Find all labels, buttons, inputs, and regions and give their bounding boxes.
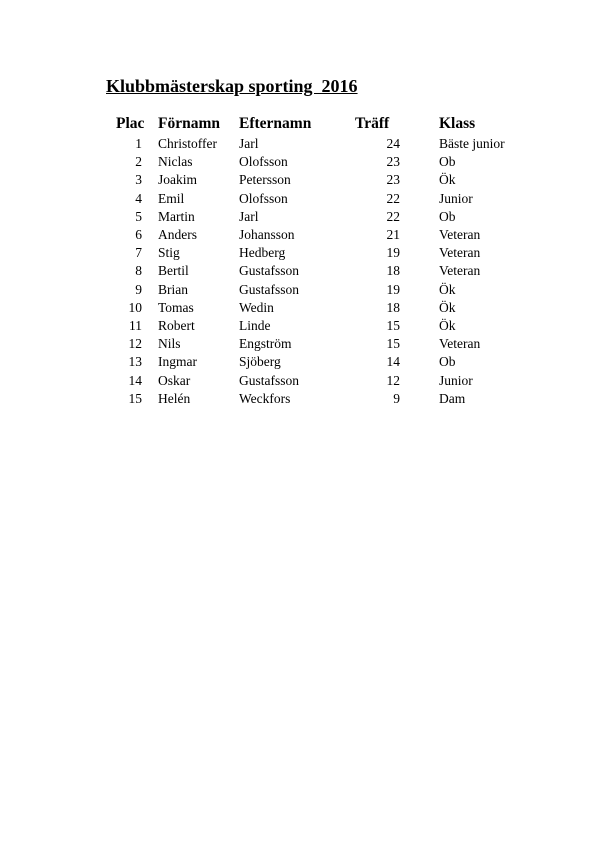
cell-efternamn: Hedberg bbox=[239, 245, 286, 260]
cell-traff: 15 bbox=[386, 336, 400, 351]
cell-fornamn: Nils bbox=[158, 336, 181, 351]
cell-traff: 9 bbox=[393, 391, 400, 406]
cell-klass: Veteran bbox=[439, 227, 481, 242]
cell-fornamn: Tomas bbox=[158, 300, 194, 315]
cell-fornamn: Helén bbox=[158, 391, 191, 406]
cell-klass: Ök bbox=[439, 318, 456, 333]
cell-klass: Ök bbox=[439, 282, 456, 297]
cell-plac: 8 bbox=[135, 263, 142, 278]
cell-efternamn: Gustafsson bbox=[239, 263, 299, 278]
cell-efternamn: Engström bbox=[239, 336, 292, 351]
cell-efternamn: Wedin bbox=[239, 300, 274, 315]
cell-klass: Ob bbox=[439, 354, 456, 369]
cell-klass: Junior bbox=[439, 191, 473, 206]
cell-traff: 22 bbox=[386, 209, 400, 224]
cell-efternamn: Jarl bbox=[239, 136, 259, 151]
cell-efternamn: Gustafsson bbox=[239, 282, 299, 297]
cell-plac: 4 bbox=[135, 191, 142, 206]
cell-efternamn: Weckfors bbox=[239, 391, 291, 406]
cell-fornamn: Anders bbox=[158, 227, 197, 242]
cell-plac: 12 bbox=[128, 336, 142, 351]
cell-fornamn: Niclas bbox=[158, 154, 193, 169]
page-title: Klubbmästerskap sporting 2016 bbox=[106, 76, 358, 96]
cell-traff: 15 bbox=[386, 318, 400, 333]
cell-fornamn: Ingmar bbox=[158, 354, 197, 369]
cell-traff: 23 bbox=[386, 154, 400, 169]
cell-klass: Junior bbox=[439, 373, 473, 388]
column-header-plac: Plac bbox=[116, 115, 145, 132]
cell-plac: 2 bbox=[135, 154, 142, 169]
cell-plac: 15 bbox=[128, 391, 142, 406]
cell-fornamn: Joakim bbox=[158, 172, 197, 187]
cell-plac: 7 bbox=[135, 245, 142, 260]
cell-plac: 9 bbox=[135, 282, 142, 297]
cell-traff: 19 bbox=[386, 245, 400, 260]
cell-klass: Veteran bbox=[439, 263, 481, 278]
column-header-fornamn: Förnamn bbox=[158, 115, 220, 132]
cell-efternamn: Gustafsson bbox=[239, 373, 299, 388]
cell-fornamn: Martin bbox=[158, 209, 195, 224]
cell-efternamn: Petersson bbox=[239, 172, 291, 187]
cell-klass: Ök bbox=[439, 300, 456, 315]
cell-klass: Veteran bbox=[439, 245, 481, 260]
cell-klass: Ök bbox=[439, 172, 456, 187]
cell-plac: 1 bbox=[135, 136, 142, 151]
column-header-efternamn: Efternamn bbox=[239, 115, 312, 132]
cell-plac: 3 bbox=[135, 172, 142, 187]
cell-fornamn: Emil bbox=[158, 191, 185, 206]
cell-traff: 22 bbox=[386, 191, 400, 206]
cell-klass: Veteran bbox=[439, 336, 481, 351]
cell-traff: 21 bbox=[386, 227, 400, 242]
column-header-traff: Träff bbox=[355, 115, 390, 132]
cell-plac: 5 bbox=[135, 209, 142, 224]
cell-plac: 14 bbox=[128, 373, 142, 388]
cell-plac: 10 bbox=[128, 300, 142, 315]
cell-fornamn: Brian bbox=[158, 282, 188, 297]
cell-fornamn: Stig bbox=[158, 245, 180, 260]
cell-traff: 18 bbox=[386, 263, 400, 278]
cell-traff: 12 bbox=[386, 373, 400, 388]
cell-efternamn: Linde bbox=[239, 318, 271, 333]
cell-fornamn: Robert bbox=[158, 318, 195, 333]
cell-klass: Bäste junior bbox=[439, 136, 505, 151]
cell-traff: 23 bbox=[386, 172, 400, 187]
cell-traff: 24 bbox=[386, 136, 400, 151]
cell-efternamn: Jarl bbox=[239, 209, 259, 224]
cell-traff: 19 bbox=[386, 282, 400, 297]
cell-fornamn: Christoffer bbox=[158, 136, 217, 151]
cell-efternamn: Sjöberg bbox=[239, 354, 281, 369]
cell-klass: Dam bbox=[439, 391, 466, 406]
cell-klass: Ob bbox=[439, 209, 456, 224]
cell-plac: 6 bbox=[135, 227, 142, 242]
cell-plac: 11 bbox=[129, 318, 142, 333]
cell-efternamn: Olofsson bbox=[239, 191, 288, 206]
cell-fornamn: Bertil bbox=[158, 263, 189, 278]
cell-efternamn: Olofsson bbox=[239, 154, 288, 169]
cell-fornamn: Oskar bbox=[158, 373, 191, 388]
cell-efternamn: Johansson bbox=[239, 227, 295, 242]
cell-traff: 18 bbox=[386, 300, 400, 315]
cell-klass: Ob bbox=[439, 154, 456, 169]
cell-traff: 14 bbox=[386, 354, 400, 369]
cell-plac: 13 bbox=[128, 354, 142, 369]
column-header-klass: Klass bbox=[439, 115, 476, 132]
